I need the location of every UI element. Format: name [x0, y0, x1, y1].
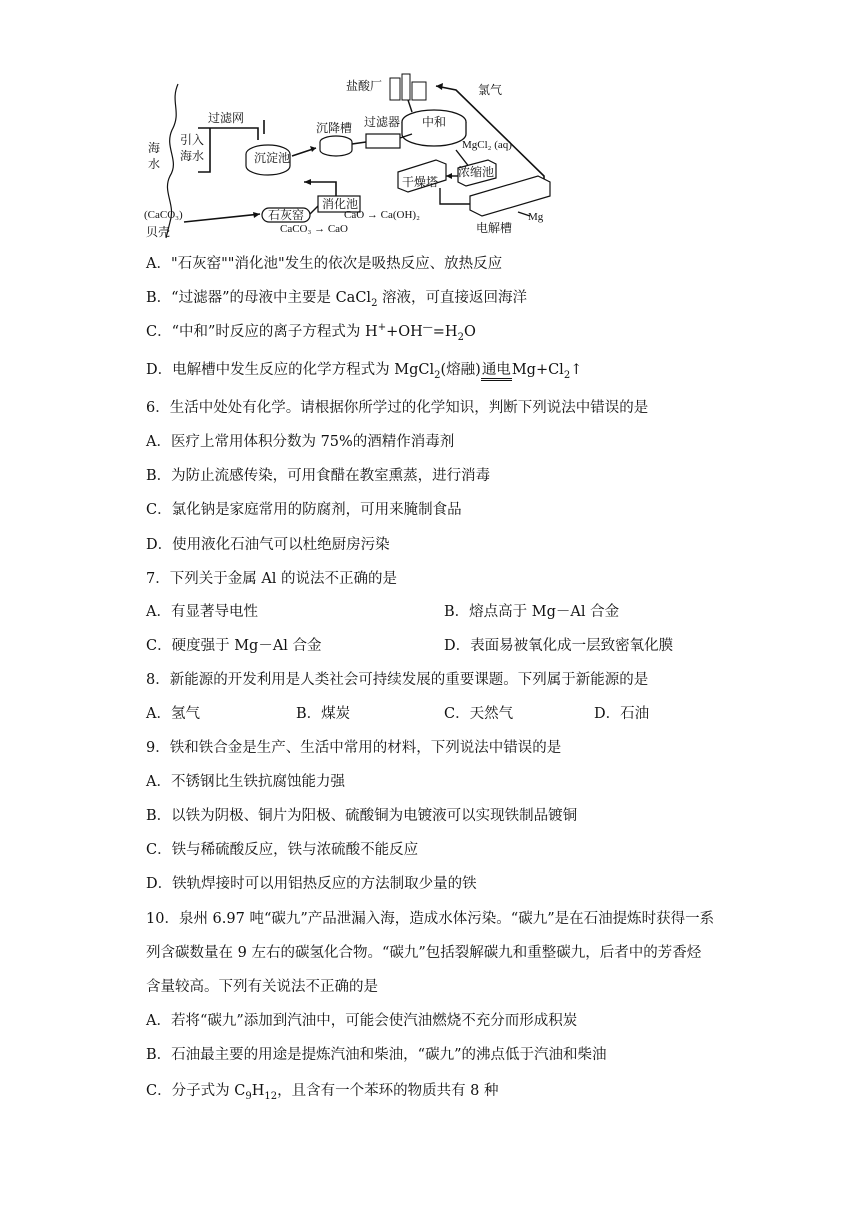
q10c-tail: ，且含有一个苯环的物质共有 8 种	[277, 1083, 499, 1099]
q6-option-c: C．氯化钠是家庭常用的防腐剂，可用来腌制食品	[146, 502, 462, 518]
q10-stem-line2: 列含碳数量在 9 左右的碳氢化合物。“碳九”包括裂解碳九和重整碳九，后者中的芳香烃	[146, 945, 702, 961]
q5c-sub: 2	[457, 331, 464, 343]
label-chlorine: 氯气	[478, 83, 503, 97]
q5b-text: B．“过滤器”的母液中主要是 CaCl	[146, 290, 372, 306]
label-filter-net: 过滤网	[208, 111, 245, 125]
q10-option-a: A．若将“碳九”添加到汽油中，可能会使汽油燃烧不充分而形成积炭	[146, 1013, 578, 1029]
q7-option-c: C．硬度强于 Mg－Al 合金	[146, 638, 322, 654]
q7-option-d: D．表面易被氧化成一层致密氧化膜	[444, 638, 674, 654]
label-caco3-to-cao: CaCO₃ → CaO	[280, 223, 348, 235]
q5-option-a: A．"石灰窑""消化池"发生的依次是吸热反应、放热反应	[146, 256, 503, 272]
q10-stem-line1: 10．泉州 6.97 吨“碳九”产品泄漏入海，造成水体污染。“碳九”是在石油提炼时获得一系	[146, 911, 715, 927]
q7-stem: 7．下列关于金属 Al 的说法不正确的是	[146, 571, 398, 587]
label-neutralize: 中和	[422, 115, 447, 129]
label-shell: 贝壳	[146, 225, 171, 239]
q10c-sub-h: 12	[264, 1090, 278, 1102]
label-concentrate: 浓缩池	[458, 165, 495, 179]
q8-option-a: A．氢气	[146, 706, 200, 722]
q5d-text: D．电解槽中发生反应的化学方程式为 MgCl	[146, 362, 435, 378]
q8-option-b: B．煤炭	[296, 706, 351, 722]
label-seawater-2: 水	[148, 157, 161, 171]
q5c-text: C．“中和”时反应的离子方程式为 H	[146, 324, 378, 340]
q5-option-d	[146, 360, 582, 380]
q5d-products: Mg+Cl	[511, 362, 564, 378]
q10c-h: H	[251, 1083, 265, 1099]
q6-option-a: A．医疗上常用体积分数为 75%的酒精作消毒剂	[146, 434, 455, 450]
seawater-magnesium-process-diagram	[140, 72, 560, 240]
label-cao-to-caoh2: CaO → Ca(OH)₂	[344, 209, 420, 221]
label-dryer: 干燥塔	[402, 175, 439, 189]
label-lime-kiln: 石灰窑	[268, 208, 305, 222]
q9-option-c: C．铁与稀硫酸反应，铁与浓硫酸不能反应	[146, 842, 419, 858]
q7-option-a: A．有显著导电性	[146, 604, 258, 620]
q8-option-c: C．天然气	[444, 706, 514, 722]
label-caco3: (CaCO₃)	[144, 209, 183, 221]
label-inlet-2: 海水	[180, 149, 205, 163]
label-slaking: 消化池	[322, 197, 359, 211]
label-mg: Mg	[528, 211, 544, 223]
q5d-molten: (熔融)	[440, 362, 481, 378]
q5c-sup-minus: —	[422, 322, 433, 334]
label-electrolyzer: 电解槽	[476, 221, 513, 235]
q10c-text: C．分子式为 C	[146, 1083, 246, 1099]
q10-option-b: B．石油最主要的用途是提炼汽油和柴油，“碳九”的沸点低于汽油和柴油	[146, 1047, 607, 1063]
label-inlet-1: 引入	[180, 133, 205, 147]
q5c-eq: =H	[432, 324, 458, 340]
q9-option-d: D．铁轨焊接时可以用铝热反应的方法制取少量的铁	[146, 876, 477, 892]
q5-option-b	[146, 288, 527, 308]
q5d-electrolysis-condition: 通电	[481, 362, 512, 381]
q5c-o: O	[463, 324, 476, 340]
q5d-sub: 2	[434, 369, 441, 381]
q8-option-d: D．石油	[594, 706, 650, 722]
q7-option-b: B．熔点高于 Mg－Al 合金	[444, 604, 620, 620]
q5d-gas-arrow: ↑	[570, 362, 583, 378]
q10c-sub-c: 9	[245, 1090, 252, 1102]
q5c-oh: +OH	[386, 324, 423, 340]
q5b-sub: 2	[371, 297, 378, 309]
q5d-sub2: 2	[563, 369, 571, 381]
q6-stem: 6．生活中处处有化学。请根据你所学过的化学知识，判断下列说法中错误的是	[146, 400, 649, 416]
q6-option-b: B．为防止流感传染，可用食醋在教室熏蒸，进行消毒	[146, 468, 491, 484]
q9-option-b: B．以铁为阴极、铜片为阳极、硫酸铜为电镀液可以实现铁制品镀铜	[146, 808, 578, 824]
q5c-sup-plus: +	[377, 322, 387, 334]
label-settling-tank: 沉降槽	[316, 121, 353, 135]
label-seawater-1: 海	[148, 141, 161, 155]
q9-option-a: A．不锈钢比生铁抗腐蚀能力强	[146, 774, 345, 790]
label-filter: 过滤器	[364, 115, 401, 129]
q5b-tail: 溶液，可直接返回海洋	[377, 290, 528, 306]
q8-stem: 8．新能源的开发利用是人类社会可持续发展的重要课题。下列属于新能源的是	[146, 672, 649, 688]
label-hcl-plant: 盐酸厂	[346, 79, 383, 93]
q6-option-d: D．使用液化石油气可以杜绝厨房污染	[146, 537, 390, 553]
process-flow-svg	[140, 72, 560, 240]
q5-option-c	[146, 322, 476, 342]
label-precip-pool: 沉淀池	[254, 151, 291, 165]
q10-stem-line3: 含量较高。下列有关说法不正确的是	[146, 979, 378, 995]
q9-stem: 9．铁和铁合金是生产、生活中常用的材料，下列说法中错误的是	[146, 740, 562, 756]
label-mgcl2: MgCl₂ (aq)	[462, 139, 512, 151]
q10-option-c	[146, 1081, 499, 1101]
